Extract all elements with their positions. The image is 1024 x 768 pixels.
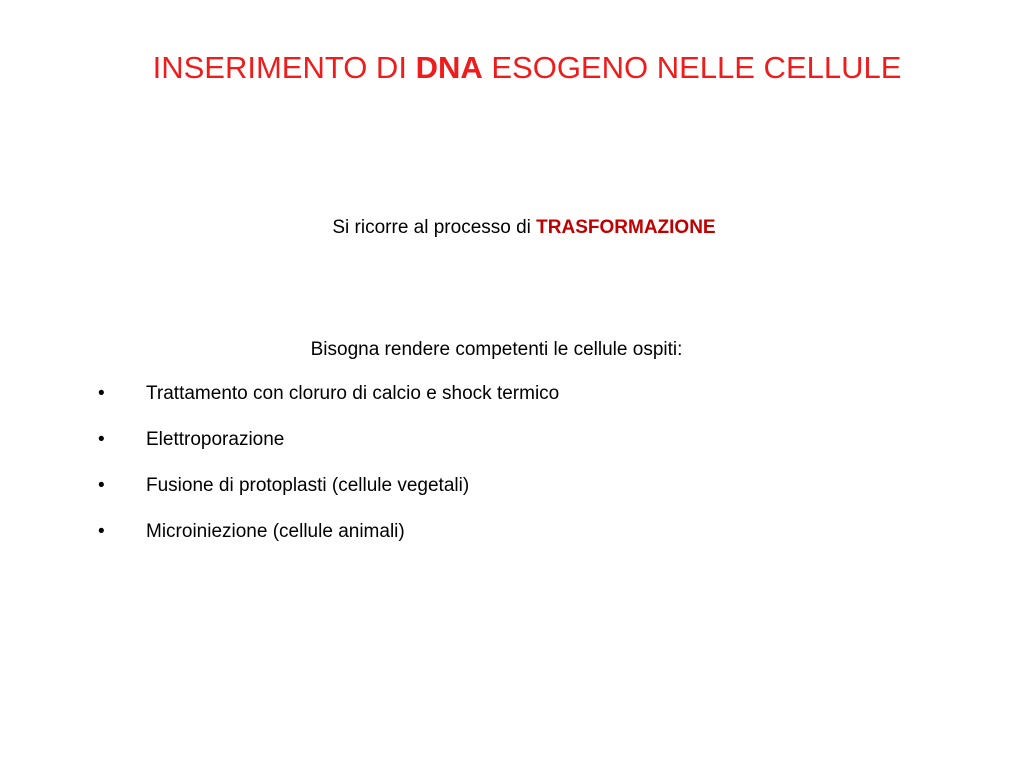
title-text-before: INSERIMENTO DI xyxy=(152,50,416,85)
list-item-text: Fusione di protoplasti (cellule vegetali) xyxy=(146,475,470,496)
bullet-icon: • xyxy=(98,521,105,542)
bullet-icon: • xyxy=(98,383,105,404)
list-item-text: Microiniezione (cellule animali) xyxy=(146,521,405,542)
slide-title xyxy=(0,46,1024,90)
subtitle xyxy=(0,214,1024,242)
title-text-after: ESOGENO NELLE CELLULE xyxy=(482,50,902,85)
bullet-icon: • xyxy=(98,475,105,496)
subtitle-keyword: TRASFORMAZIONE xyxy=(536,217,716,238)
title-emphasis: DNA xyxy=(415,50,483,85)
bullet-icon: • xyxy=(98,429,105,450)
list-item-text: Trattamento con cloruro di calcio e shock termico xyxy=(146,383,560,404)
list-item-text: Elettroporazione xyxy=(146,429,285,450)
lead-text: Bisogna rendere competenti le cellule ospiti: xyxy=(310,339,683,360)
subtitle-text: Si ricorre al processo di xyxy=(332,217,537,238)
